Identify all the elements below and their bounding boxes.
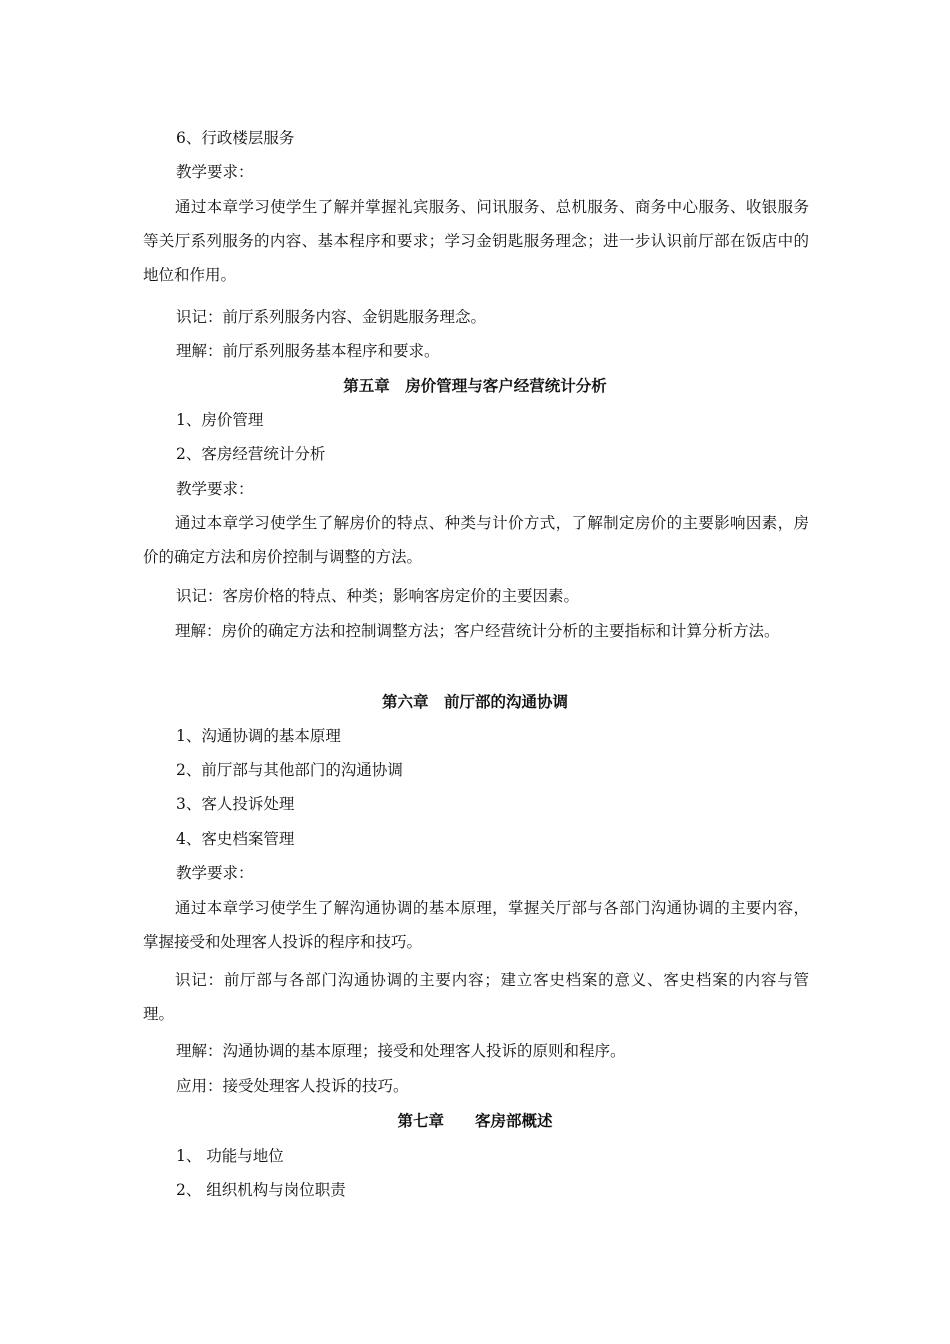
understand-text: 理解：沟通协调的基本原理；接受和处理客人投诉的原则和程序。 (176, 1042, 626, 1060)
teaching-requirements-text: 通过本章学习使学生了解沟通协调的基本原理，掌握关厅部与各部门沟通协调的主要内容，掌握接受和处理客人投诉的程序和技巧。 (143, 899, 809, 951)
teaching-requirements-label: 教学要求： (176, 864, 254, 882)
remember-text: 识记：前厅部与各部门沟通协调的主要内容；建立客史档案的意义、客史档案的内容与管理。 (143, 971, 809, 1023)
list-item: 2、 组织机构与岗位职责 (176, 1181, 346, 1199)
chapter-7-title: 第七章 客房部概述 (397, 1112, 553, 1130)
teaching-requirements-text: 通过本章学习使学生了解房价的特点、种类与计价方式，了解制定房价的主要影响因素，房价的确定方法和房价控制与调整的方法。 (143, 514, 809, 566)
chapter-5-title: 第五章 房价管理与客户经营统计分析 (343, 377, 607, 395)
list-item: 2、客房经营统计分析 (176, 445, 326, 463)
chapter-6-title: 第六章 前厅部的沟通协调 (381, 693, 568, 711)
teaching-requirements-text: 通过本章学习使学生了解并掌握礼宾服务、问讯服务、总机服务、商务中心服务、收银服务等关厅系列服务的内容、基本程序和要求；学习金钥匙服务理念；进一步认识前厅部在饭店中的地位和作用。 (143, 198, 809, 284)
remember-text: 识记：前厅系列服务内容、金钥匙服务理念。 (176, 308, 487, 326)
remember-text: 识记：客房价格的特点、种类；影响客房定价的主要因素。 (176, 587, 580, 605)
list-item: 3、客人投诉处理 (176, 795, 295, 813)
list-item: 2、前厅部与其他部门的沟通协调 (176, 761, 403, 779)
teaching-requirements-label: 教学要求： (176, 480, 254, 498)
list-item: 4、客史档案管理 (176, 830, 295, 848)
list-item: 1、 功能与地位 (176, 1147, 284, 1165)
understand-text: 理解：房价的确定方法和控制调整方法；客户经营统计分析的主要指标和计算分析方法。 (175, 622, 780, 640)
teaching-requirements-label: 教学要求： (176, 163, 254, 181)
list-item: 1、沟通协调的基本原理 (176, 727, 341, 745)
understand-text: 理解：前厅系列服务基本程序和要求。 (176, 342, 440, 360)
list-item-administrative-floor: 6、行政楼层服务 (176, 129, 295, 147)
list-item: 1、房价管理 (176, 411, 264, 429)
apply-text: 应用：接受处理客人投诉的技巧。 (176, 1077, 409, 1095)
